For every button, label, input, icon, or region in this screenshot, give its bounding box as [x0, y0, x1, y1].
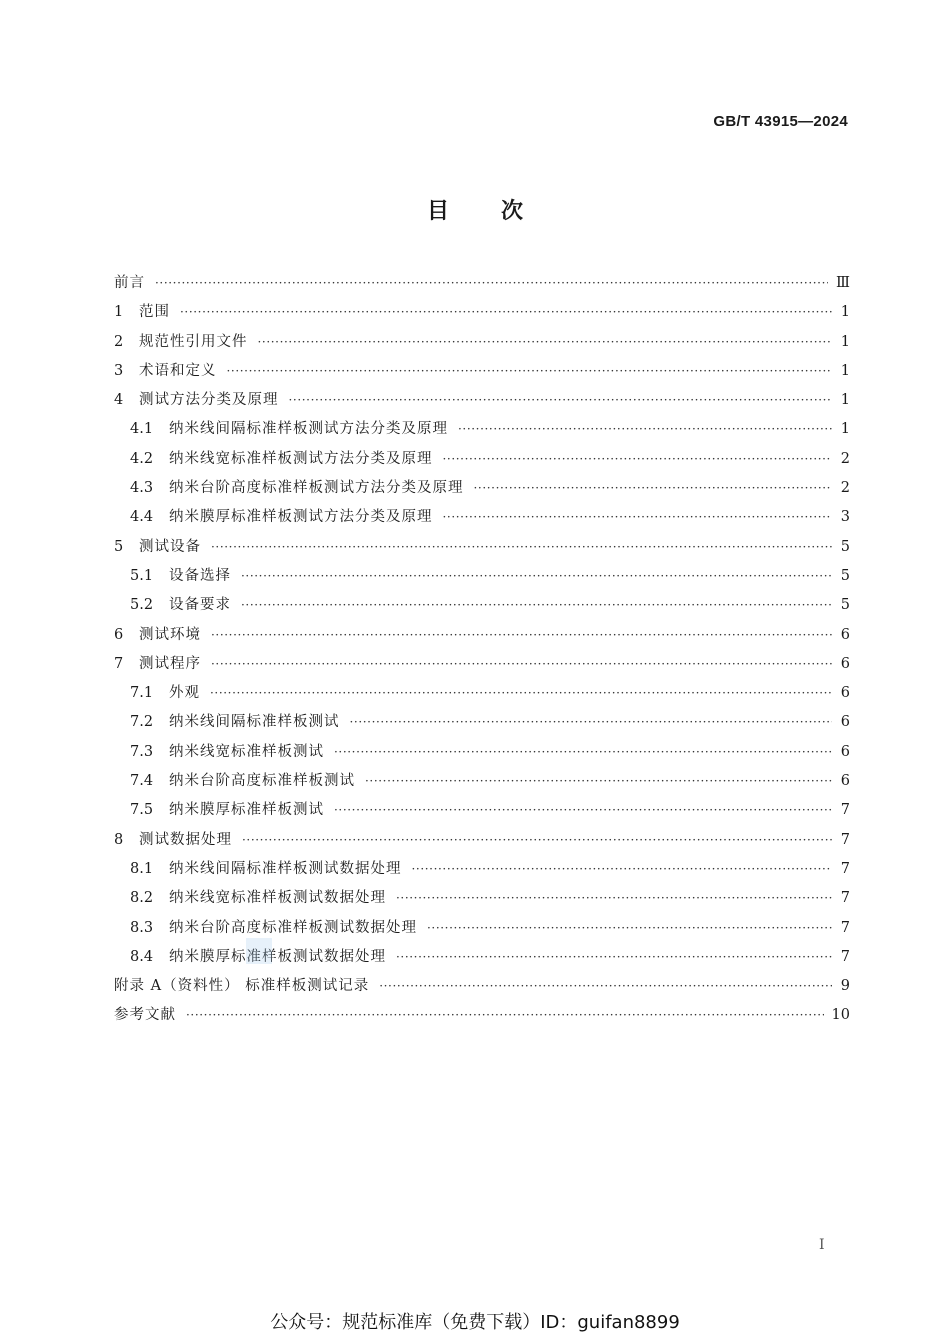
- toc-entry-label: 设备选择: [169, 567, 231, 584]
- toc-entry-number: 7: [114, 655, 124, 672]
- page-number: I: [819, 1237, 825, 1253]
- toc-entry-page: 5: [840, 597, 850, 614]
- toc-entry[interactable]: [114, 357, 850, 386]
- dot-leader: [396, 943, 832, 972]
- toc-entry-page: 6: [840, 773, 850, 790]
- toc-entry[interactable]: [114, 621, 850, 650]
- dot-leader: [443, 445, 833, 474]
- toc-entry-label: 术语和定义: [139, 362, 217, 379]
- toc-entry[interactable]: [114, 767, 850, 796]
- toc-entry-number: 7.1: [130, 685, 154, 702]
- dot-leader: [210, 679, 832, 708]
- toc-entry-page: 6: [840, 655, 850, 672]
- toc-entry-label: 设备要求: [169, 597, 231, 614]
- toc-entry-label: 纳米线宽标准样板测试数据处理: [169, 890, 386, 907]
- dot-leader: [412, 855, 833, 884]
- dot-leader: [241, 562, 832, 591]
- dot-leader: [155, 269, 828, 298]
- table-of-contents: [114, 269, 850, 1031]
- toc-entry-page: 6: [840, 743, 850, 760]
- toc-entry[interactable]: [114, 415, 850, 444]
- toc-entry-label: 参考文献: [114, 1007, 176, 1024]
- toc-entry-number: 7.2: [130, 714, 154, 731]
- toc-entry[interactable]: [114, 298, 850, 327]
- toc-entry[interactable]: [114, 445, 850, 474]
- toc-entry-label: 附录 A（资料性） 标准样板测试记录: [114, 978, 370, 995]
- toc-entry-number: 8: [114, 831, 124, 848]
- footer-text: 公众号：规范标准库（免费下载）ID：guifan8899: [270, 1312, 680, 1333]
- toc-entry-page: 3: [840, 509, 850, 526]
- toc-entry-page: 10: [831, 1007, 850, 1024]
- toc-entry-page: 7: [840, 860, 850, 877]
- toc-entry-number: 8.2: [130, 890, 154, 907]
- toc-entry[interactable]: [114, 972, 850, 1001]
- toc-entry-page: 1: [840, 362, 850, 379]
- toc-entry-number: 7.4: [130, 773, 154, 790]
- toc-entry-label: 纳米线宽标准样板测试: [169, 743, 324, 760]
- toc-entry-number: 5.1: [130, 567, 154, 584]
- dot-leader: [443, 503, 833, 532]
- toc-entry-number: 4.2: [130, 450, 154, 467]
- toc-entry-page: 7: [840, 802, 850, 819]
- toc-entry-page: 6: [840, 626, 850, 643]
- toc-entry-number: 5.2: [130, 597, 154, 614]
- toc-entry-number: 5: [114, 538, 124, 555]
- standard-code: GB/T 43915—2024: [713, 113, 848, 130]
- toc-entry-page: 5: [840, 538, 850, 555]
- dot-leader: [350, 708, 833, 737]
- dot-leader: [211, 650, 832, 679]
- toc-entry-number: 8.3: [130, 919, 154, 936]
- dot-leader: [458, 415, 832, 444]
- toc-entry[interactable]: [114, 738, 850, 767]
- toc-entry[interactable]: [114, 943, 850, 972]
- toc-entry-number: 4.1: [130, 421, 154, 438]
- toc-entry-page: 7: [840, 831, 850, 848]
- dot-leader: [396, 884, 832, 913]
- toc-entry[interactable]: [114, 796, 850, 825]
- toc-entry[interactable]: [114, 826, 850, 855]
- toc-entry-label: 测试方法分类及原理: [139, 392, 279, 409]
- toc-entry-number: 1: [114, 304, 124, 321]
- dot-leader: [334, 738, 832, 767]
- toc-entry-page: 7: [840, 919, 850, 936]
- toc-entry[interactable]: [114, 503, 850, 532]
- toc-entry-page: 6: [840, 685, 850, 702]
- dot-leader: [427, 914, 832, 943]
- toc-entry[interactable]: [114, 708, 850, 737]
- toc-entry[interactable]: [114, 650, 850, 679]
- toc-entry-page: 1: [840, 392, 850, 409]
- toc-entry-page: 9: [840, 978, 850, 995]
- toc-entry-label: 纳米线宽标准样板测试方法分类及原理: [169, 450, 433, 467]
- toc-entry[interactable]: [114, 328, 850, 357]
- toc-entry-page: 1: [840, 333, 850, 350]
- toc-entry-page: 7: [840, 890, 850, 907]
- toc-entry-number: 4.4: [130, 509, 154, 526]
- toc-entry-page: 2: [840, 450, 850, 467]
- toc-entry-number: 8.4: [130, 948, 154, 965]
- toc-entry[interactable]: [114, 914, 850, 943]
- toc-entry[interactable]: [114, 562, 850, 591]
- toc-entry-label: 测试环境: [139, 626, 201, 643]
- dot-leader: [289, 386, 833, 415]
- toc-entry-page: 5: [840, 567, 850, 584]
- toc-entry-label: 测试设备: [139, 538, 201, 555]
- toc-entry-label: 纳米线间隔标准样板测试: [169, 714, 340, 731]
- toc-entry-number: 4: [114, 392, 124, 409]
- watermark-mark: [246, 938, 272, 964]
- toc-entry-page: 2: [840, 480, 850, 497]
- dot-leader: [211, 621, 832, 650]
- toc-entry-page: 6: [840, 714, 850, 731]
- toc-entry[interactable]: [114, 855, 850, 884]
- toc-entry-label: 纳米膜厚标准样板测试方法分类及原理: [169, 509, 433, 526]
- dot-leader: [242, 826, 832, 855]
- toc-entry-label: 纳米台阶高度标准样板测试: [169, 773, 355, 790]
- toc-entry-label: 纳米台阶高度标准样板测试数据处理: [169, 919, 417, 936]
- toc-entry[interactable]: [114, 533, 850, 562]
- toc-entry-number: 3: [114, 362, 124, 379]
- toc-entry[interactable]: [114, 269, 850, 298]
- dot-leader: [258, 328, 833, 357]
- dot-leader: [241, 591, 832, 620]
- toc-entry-label: 测试数据处理: [139, 831, 232, 848]
- dot-leader: [365, 767, 832, 796]
- toc-entry-label: 纳米膜厚标准样板测试数据处理: [169, 948, 386, 965]
- toc-entry-page: 7: [840, 948, 850, 965]
- toc-entry-number: 6: [114, 626, 124, 643]
- toc-entry-number: 8.1: [130, 860, 154, 877]
- toc-entry-label: 外观: [169, 685, 200, 702]
- page-title: 目次: [426, 198, 575, 224]
- dot-leader: [211, 533, 832, 562]
- dot-leader: [186, 1001, 824, 1030]
- toc-entry-label: 范围: [139, 304, 170, 321]
- dot-leader: [180, 298, 832, 327]
- toc-entry-number: 4.3: [130, 480, 154, 497]
- toc-entry-label: 纳米线间隔标准样板测试方法分类及原理: [169, 421, 448, 438]
- toc-entry[interactable]: [114, 1001, 850, 1030]
- toc-entry[interactable]: [114, 474, 850, 503]
- dot-leader: [474, 474, 833, 503]
- toc-entry-label: 前言: [114, 275, 145, 291]
- toc-entry-page: 1: [840, 421, 850, 438]
- toc-entry-number: 7.3: [130, 743, 154, 760]
- toc-entry-label: 纳米膜厚标准样板测试: [169, 802, 324, 819]
- toc-entry[interactable]: [114, 591, 850, 620]
- toc-entry-label: 规范性引用文件: [139, 333, 248, 350]
- toc-entry[interactable]: [114, 679, 850, 708]
- toc-entry-page: Ⅲ: [836, 275, 850, 291]
- toc-entry-label: 纳米台阶高度标准样板测试方法分类及原理: [169, 480, 464, 497]
- dot-leader: [379, 972, 832, 1001]
- toc-entry-label: 纳米线间隔标准样板测试数据处理: [169, 860, 402, 877]
- toc-entry-number: 7.5: [130, 802, 154, 819]
- toc-entry[interactable]: [114, 386, 850, 415]
- dot-leader: [227, 357, 833, 386]
- dot-leader: [334, 796, 832, 825]
- toc-entry-number: 2: [114, 333, 124, 350]
- toc-entry-label: 测试程序: [139, 655, 201, 672]
- toc-entry-page: 1: [840, 304, 850, 321]
- toc-entry[interactable]: [114, 884, 850, 913]
